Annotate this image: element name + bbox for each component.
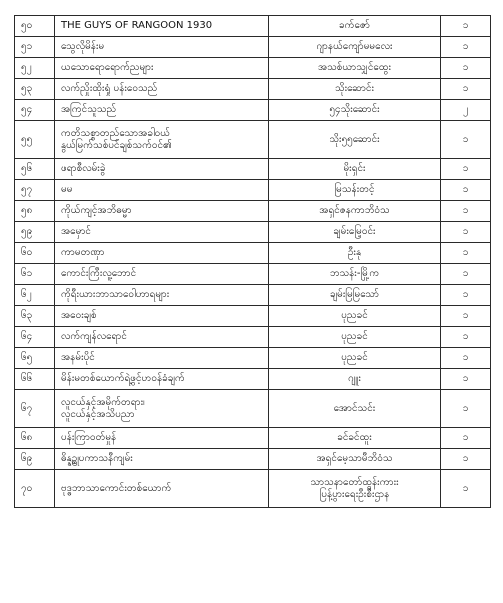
author-name: ချမ်းမြေ့ဝင်း [333,226,376,237]
author-cell [269,100,441,121]
book-title-cell [55,369,269,390]
book-title: ဓိန္နဥ္ထုပကာသနီကျမ်း [61,453,133,464]
author-name: သိုးဆောင်း [334,83,375,94]
quantity: ၁ [441,264,491,285]
table-row [15,369,491,390]
author-cell [269,369,441,390]
quantity: ၁ [441,285,491,306]
book-title: မမ [61,184,73,195]
quantity: ၁ [441,58,491,79]
author-name: ပုညခင် [341,331,368,342]
author-name: ပြန့်ပွားရေးဦးစီးဌာန [319,488,390,500]
author-cell [269,449,441,470]
quantity: ၁ [441,79,491,100]
book-title-cell [55,285,269,306]
book-title-cell [55,222,269,243]
book-title: ကောင်းကြီးလူ့ဘောင် [61,268,137,279]
quantity: ၁ [441,222,491,243]
book-title-cell [55,201,269,222]
author-cell [269,243,441,264]
book-title: အနမ်းပိုင် [61,352,95,363]
author-cell [269,201,441,222]
book-title: ယသောရောရောက်ညများ [61,62,154,73]
book-title: သွေလိုမိန်းမ [61,41,105,52]
table-body [15,16,491,508]
author-name: ဘသန်း-မြို့က [329,268,380,279]
book-title-cell [55,16,269,37]
author-name: ဂျာနယ်ကျော်မမလေး [316,41,393,52]
quantity: ၁ [441,449,491,470]
author-name: အောင်သင်း [333,402,376,414]
book-title: ကတိသစ္စာတည်သောအခါဝယ် [61,127,171,139]
author-name: အရှင်မေ့သာမီဘိဝံသ [316,453,393,464]
quantity: ၁ [441,243,491,264]
table-row [15,327,491,348]
quantity: ၁ [441,180,491,201]
row-number: ၇၀ [15,470,55,508]
row-number: ၅၃ [15,79,55,100]
table-row [15,222,491,243]
book-title-cell [55,449,269,470]
author-cell [269,37,441,58]
author-cell [269,180,441,201]
table-row [15,470,491,508]
book-title-cell [55,121,269,159]
author-cell [269,159,441,180]
book-title-cell [55,180,269,201]
author-name: သိုး၅၅ဆောင်း [329,133,380,145]
book-list-table [14,15,491,508]
book-title-cell [55,390,269,428]
author-cell [269,121,441,159]
table-row [15,243,491,264]
author-name: ၅၄သိုးဆောင်း [329,104,380,115]
book-title: ဗုဒ္ဓဘာသာကောင်းတစ်ယောက် [61,482,172,494]
row-number: ၅၆ [15,159,55,180]
table-row [15,348,491,369]
book-title-cell [55,428,269,449]
book-title-cell [55,100,269,121]
book-title: ပန်းကြာဝတ်မှုန် [61,432,117,443]
book-title: THE GUYS OF RANGOON 1930 [61,20,213,31]
table-row [15,306,491,327]
author-cell [269,16,441,37]
author-name: မြသန်းတင့် [334,184,375,195]
table-row [15,285,491,306]
table-row [15,79,491,100]
author-cell [269,58,441,79]
row-number: ၆၁ [15,264,55,285]
quantity: ၁ [441,37,491,58]
row-number: ၅၀ [15,16,55,37]
author-name: ချမ်းမြမြသော် [329,289,380,300]
book-title: အဝေးချစ် [61,310,97,321]
author-name: အရှင်ဇနကာဘိဝံသ [319,205,390,216]
book-title: ကိုယ်ကျင့်အဘိဓမ္မာ [61,205,132,216]
row-number: ၆၂ [15,285,55,306]
table-row [15,159,491,180]
table-row [15,428,491,449]
author-cell [269,470,441,508]
author-cell [269,222,441,243]
author-name: သာသနာတော်ထွန်းကားး [310,476,399,488]
quantity: ၁ [441,201,491,222]
book-title-cell [55,58,269,79]
row-number: ၅၁ [15,37,55,58]
table-row [15,121,491,159]
table-row [15,37,491,58]
table-row [15,16,491,37]
quantity: ၁ [441,159,491,180]
row-number: ၅၈ [15,201,55,222]
row-number: ၅၄ [15,100,55,121]
book-title-cell [55,243,269,264]
row-number: ၅၉ [15,222,55,243]
row-number: ၆၆ [15,369,55,390]
table-row [15,180,491,201]
quantity: ၁ [441,16,491,37]
quantity: ၁ [441,348,491,369]
quantity: ၁ [441,369,491,390]
table-row [15,201,491,222]
row-number: ၆၄ [15,327,55,348]
row-number: ၆၅ [15,348,55,369]
book-title: လက်ညှိုးထိုးရှုံ ပန်းဝေသည် [61,83,158,94]
quantity: ၁ [441,390,491,428]
quantity: ၁ [441,121,491,159]
row-number: ၆၈ [15,428,55,449]
book-title: အမှောင် [61,226,91,237]
author-cell [269,390,441,428]
book-title: လူငယ်နှင့်အမိုက်တရား၊ [61,396,145,408]
book-title-cell [55,79,269,100]
book-title-cell [55,348,269,369]
quantity: ၁ [441,470,491,508]
book-title-cell [55,159,269,180]
author-name: ဦးနု [347,247,362,258]
author-cell [269,79,441,100]
author-cell [269,264,441,285]
author-cell [269,428,441,449]
table-row [15,449,491,470]
quantity: ၁ [441,306,491,327]
quantity: ၁ [441,327,491,348]
table-row [15,58,491,79]
row-number: ၆၇ [15,390,55,428]
author-name: ပုညခင် [341,352,368,363]
book-title: ကိုရီးယားဘာသာဝေါဟာရများ [61,289,170,300]
author-name: ခက်ဇော် [339,20,370,31]
row-number: ၅၇ [15,180,55,201]
book-title: ကာမတဏှာ [61,247,105,258]
book-title-cell [55,264,269,285]
book-title: နွယ်မြက်သစ်ပင်ချစ်သက်ဝင်၏ [61,139,172,151]
row-number: ၆၉ [15,449,55,470]
author-name: ပုညခင် [341,310,368,321]
row-number: ၅၂ [15,58,55,79]
book-title: လူငယ်နှင့်အသိပညာ [61,408,135,420]
author-name: မိုးရှင်း [343,163,366,174]
author-cell [269,285,441,306]
book-title: လက်ကျန်လရောင် [61,331,127,342]
author-cell [269,306,441,327]
book-title: ဖရာစီလမ်းခွဲ [61,163,106,174]
author-name: ဂျူး [348,373,361,384]
row-number: ၅၅ [15,121,55,159]
table-row [15,264,491,285]
book-title-cell [55,470,269,508]
author-cell [269,327,441,348]
quantity: ၁ [441,428,491,449]
book-title-cell [55,327,269,348]
author-cell [269,348,441,369]
row-number: ၆၃ [15,306,55,327]
book-title: အကြင်သူသည် [61,104,117,115]
book-title-cell [55,306,269,327]
author-name: အသစ်ယာသျှင်ထွေး [317,62,392,73]
quantity: ၂ [441,100,491,121]
table-row [15,100,491,121]
row-number: ၆၀ [15,243,55,264]
book-title: မိန်းမတစ်ယောက်ရဲ့ဖွင့်ဟဝန်ခံချက် [61,373,185,384]
book-title-cell [55,37,269,58]
author-name: ခင်ခင်ထူး [337,432,372,443]
table-row [15,390,491,428]
